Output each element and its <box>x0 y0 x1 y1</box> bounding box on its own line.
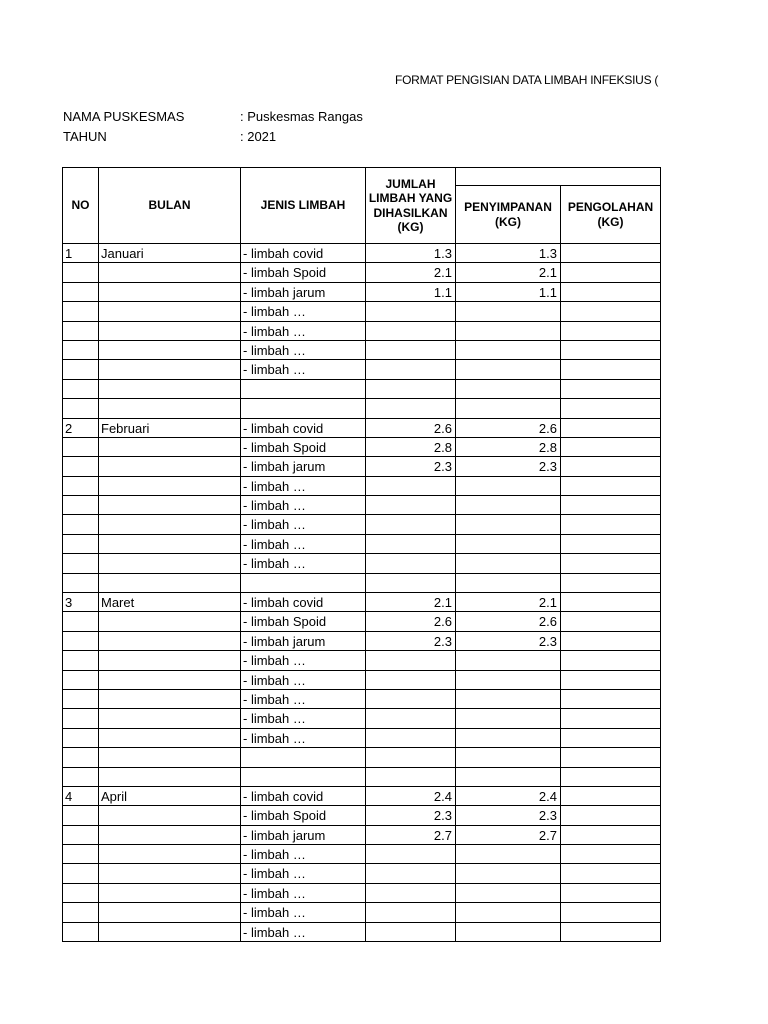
cell-bulan <box>99 477 241 496</box>
cell-penyimpanan <box>456 535 561 554</box>
cell-no <box>63 515 99 535</box>
cell-no <box>63 302 99 322</box>
cell-penyimpanan: 2.7 <box>456 826 561 845</box>
cell-penyimpanan <box>456 399 561 419</box>
table-row <box>63 438 661 457</box>
cell-no <box>63 709 99 729</box>
cell-no <box>63 768 99 787</box>
table-body <box>63 244 661 942</box>
table-row <box>63 748 661 768</box>
cell-pengolahan <box>561 671 661 690</box>
cell-pengolahan <box>561 341 661 360</box>
cell-jumlah: 2.1 <box>366 263 456 283</box>
cell-jumlah <box>366 651 456 671</box>
cell-penyimpanan <box>456 709 561 729</box>
cell-jumlah <box>366 399 456 419</box>
cell-jenis-limbah: - limbah … <box>241 864 366 884</box>
cell-pengolahan <box>561 302 661 322</box>
cell-penyimpanan: 2.8 <box>456 438 561 457</box>
cell-jumlah: 2.6 <box>366 419 456 438</box>
tahun-value: : 2021 <box>240 129 277 144</box>
table-row <box>63 515 661 535</box>
cell-no <box>63 671 99 690</box>
cell-jenis-limbah: - limbah … <box>241 360 366 380</box>
cell-pengolahan <box>561 826 661 845</box>
cell-jenis-limbah: - limbah jarum <box>241 632 366 651</box>
cell-bulan <box>99 438 241 457</box>
cell-jenis-limbah: - limbah … <box>241 535 366 554</box>
cell-penyimpanan <box>456 477 561 496</box>
cell-pengolahan <box>561 438 661 457</box>
cell-bulan <box>99 690 241 709</box>
table-row <box>63 768 661 787</box>
table-row <box>63 845 661 864</box>
cell-bulan <box>99 457 241 477</box>
cell-penyimpanan <box>456 729 561 748</box>
cell-jumlah <box>366 302 456 322</box>
cell-jenis-limbah: - limbah … <box>241 302 366 322</box>
cell-bulan <box>99 826 241 845</box>
cell-penyimpanan: 2.6 <box>456 419 561 438</box>
cell-jumlah <box>366 729 456 748</box>
table-row <box>63 496 661 515</box>
cell-jenis-limbah <box>241 380 366 399</box>
cell-penyimpanan <box>456 690 561 709</box>
cell-bulan <box>99 709 241 729</box>
table-row <box>63 690 661 709</box>
cell-jenis-limbah: - limbah … <box>241 496 366 515</box>
cell-no <box>63 535 99 554</box>
cell-pengolahan <box>561 806 661 826</box>
cell-pengolahan <box>561 419 661 438</box>
cell-no <box>63 322 99 341</box>
cell-penyimpanan <box>456 341 561 360</box>
table-row <box>63 806 661 826</box>
cell-pengolahan <box>561 709 661 729</box>
table-row <box>63 729 661 748</box>
cell-jenis-limbah: - limbah Spoid <box>241 806 366 826</box>
table-row <box>63 457 661 477</box>
cell-bulan <box>99 806 241 826</box>
table-row <box>63 322 661 341</box>
table-row <box>63 923 661 942</box>
cell-jumlah: 2.6 <box>366 612 456 632</box>
cell-jenis-limbah: - limbah … <box>241 903 366 923</box>
cell-penyimpanan: 2.3 <box>456 806 561 826</box>
table-row <box>63 826 661 845</box>
cell-bulan: Februari <box>99 419 241 438</box>
cell-no: 3 <box>63 593 99 612</box>
cell-no <box>63 399 99 419</box>
cell-no <box>63 826 99 845</box>
cell-pengolahan <box>561 651 661 671</box>
cell-jenis-limbah: - limbah covid <box>241 787 366 806</box>
cell-pengolahan <box>561 864 661 884</box>
cell-no <box>63 360 99 380</box>
cell-bulan <box>99 729 241 748</box>
header-bulan: BULAN <box>99 168 241 244</box>
cell-jenis-limbah: - limbah … <box>241 554 366 574</box>
cell-jenis-limbah: - limbah … <box>241 729 366 748</box>
cell-penyimpanan <box>456 748 561 768</box>
tahun-label: TAHUN <box>63 129 107 144</box>
cell-penyimpanan: 1.1 <box>456 283 561 302</box>
cell-no <box>63 380 99 399</box>
cell-jumlah <box>366 341 456 360</box>
cell-jenis-limbah: - limbah jarum <box>241 283 366 302</box>
cell-no <box>63 864 99 884</box>
cell-jumlah <box>366 574 456 593</box>
cell-penyimpanan <box>456 302 561 322</box>
cell-jumlah: 2.7 <box>366 826 456 845</box>
cell-pengolahan <box>561 380 661 399</box>
cell-pengolahan <box>561 399 661 419</box>
cell-jumlah <box>366 380 456 399</box>
cell-penyimpanan: 2.1 <box>456 263 561 283</box>
cell-jenis-limbah <box>241 399 366 419</box>
cell-penyimpanan: 2.3 <box>456 457 561 477</box>
cell-jenis-limbah: - limbah … <box>241 845 366 864</box>
table-row <box>63 399 661 419</box>
document-title: FORMAT PENGISIAN DATA LIMBAH INFEKSIUS ( <box>395 73 659 87</box>
cell-jumlah <box>366 768 456 787</box>
cell-pengolahan <box>561 923 661 942</box>
cell-pengolahan <box>561 748 661 768</box>
table-row <box>63 554 661 574</box>
cell-jumlah: 2.3 <box>366 457 456 477</box>
cell-jenis-limbah: - limbah Spoid <box>241 612 366 632</box>
cell-jenis-limbah: - limbah … <box>241 923 366 942</box>
cell-penyimpanan <box>456 515 561 535</box>
cell-bulan <box>99 923 241 942</box>
cell-penyimpanan <box>456 671 561 690</box>
cell-pengolahan <box>561 612 661 632</box>
cell-no <box>63 477 99 496</box>
cell-jumlah <box>366 554 456 574</box>
cell-pengolahan <box>561 477 661 496</box>
header-jumlah-dihasilkan: JUMLAH LIMBAH YANG DIHASILKAN (KG) <box>366 168 456 244</box>
header-row <box>63 168 661 186</box>
cell-bulan <box>99 574 241 593</box>
cell-bulan <box>99 341 241 360</box>
cell-penyimpanan: 2.1 <box>456 593 561 612</box>
cell-jumlah: 2.3 <box>366 632 456 651</box>
cell-bulan <box>99 322 241 341</box>
cell-no <box>63 283 99 302</box>
cell-no <box>63 729 99 748</box>
cell-bulan <box>99 263 241 283</box>
table-row <box>63 341 661 360</box>
table-row <box>63 244 661 263</box>
cell-penyimpanan <box>456 864 561 884</box>
table-row <box>63 787 661 806</box>
table-row <box>63 360 661 380</box>
cell-bulan <box>99 535 241 554</box>
cell-bulan <box>99 554 241 574</box>
cell-bulan <box>99 515 241 535</box>
cell-bulan <box>99 903 241 923</box>
cell-bulan <box>99 884 241 903</box>
cell-pengolahan <box>561 884 661 903</box>
cell-jenis-limbah: - limbah … <box>241 341 366 360</box>
waste-data-table <box>62 167 661 942</box>
table-row <box>63 302 661 322</box>
cell-penyimpanan <box>456 768 561 787</box>
cell-jumlah <box>366 690 456 709</box>
cell-jenis-limbah: - limbah … <box>241 709 366 729</box>
cell-jumlah <box>366 903 456 923</box>
cell-no <box>63 884 99 903</box>
cell-bulan <box>99 864 241 884</box>
cell-jumlah: 2.8 <box>366 438 456 457</box>
cell-bulan <box>99 496 241 515</box>
cell-jenis-limbah: - limbah jarum <box>241 826 366 845</box>
cell-jumlah <box>366 845 456 864</box>
header-penyimpanan: PENYIMPANAN (KG) <box>456 186 561 244</box>
cell-pengolahan <box>561 690 661 709</box>
table-row <box>63 671 661 690</box>
cell-jumlah <box>366 748 456 768</box>
cell-no <box>63 457 99 477</box>
cell-bulan <box>99 671 241 690</box>
cell-penyimpanan <box>456 322 561 341</box>
cell-jenis-limbah: - limbah Spoid <box>241 438 366 457</box>
cell-penyimpanan: 2.6 <box>456 612 561 632</box>
table-row <box>63 864 661 884</box>
cell-no <box>63 632 99 651</box>
cell-penyimpanan <box>456 574 561 593</box>
table-row <box>63 593 661 612</box>
cell-jenis-limbah <box>241 574 366 593</box>
cell-no: 1 <box>63 244 99 263</box>
table-row <box>63 477 661 496</box>
cell-no <box>63 554 99 574</box>
table-row <box>63 884 661 903</box>
cell-jumlah <box>366 884 456 903</box>
cell-bulan: Januari <box>99 244 241 263</box>
table-row <box>63 903 661 923</box>
cell-bulan <box>99 399 241 419</box>
cell-jenis-limbah: - limbah … <box>241 884 366 903</box>
cell-pengolahan <box>561 496 661 515</box>
cell-jenis-limbah: - limbah Spoid <box>241 263 366 283</box>
cell-jenis-limbah: - limbah … <box>241 322 366 341</box>
cell-penyimpanan <box>456 554 561 574</box>
cell-penyimpanan <box>456 884 561 903</box>
cell-jumlah: 1.3 <box>366 244 456 263</box>
table-row <box>63 380 661 399</box>
table-row <box>63 612 661 632</box>
cell-bulan <box>99 360 241 380</box>
cell-jenis-limbah: - limbah covid <box>241 593 366 612</box>
cell-no <box>63 612 99 632</box>
cell-pengolahan <box>561 322 661 341</box>
cell-jenis-limbah: - limbah covid <box>241 244 366 263</box>
cell-penyimpanan <box>456 923 561 942</box>
cell-jumlah <box>366 322 456 341</box>
cell-pengolahan <box>561 535 661 554</box>
cell-no <box>63 845 99 864</box>
cell-bulan <box>99 283 241 302</box>
header-no: NO <box>63 168 99 244</box>
cell-penyimpanan: 2.3 <box>456 632 561 651</box>
cell-jenis-limbah <box>241 768 366 787</box>
header-group-cell <box>456 168 661 186</box>
table-header <box>63 168 661 244</box>
cell-jumlah <box>366 515 456 535</box>
cell-penyimpanan <box>456 380 561 399</box>
cell-jenis-limbah <box>241 748 366 768</box>
cell-jenis-limbah: - limbah … <box>241 515 366 535</box>
cell-bulan <box>99 302 241 322</box>
cell-penyimpanan <box>456 845 561 864</box>
cell-bulan <box>99 651 241 671</box>
cell-pengolahan <box>561 360 661 380</box>
cell-jenis-limbah: - limbah … <box>241 651 366 671</box>
cell-no <box>63 496 99 515</box>
cell-pengolahan <box>561 787 661 806</box>
cell-jumlah <box>366 864 456 884</box>
cell-bulan <box>99 612 241 632</box>
cell-penyimpanan: 1.3 <box>456 244 561 263</box>
cell-pengolahan <box>561 903 661 923</box>
table-row <box>63 419 661 438</box>
cell-pengolahan <box>561 283 661 302</box>
cell-pengolahan <box>561 729 661 748</box>
cell-jenis-limbah: - limbah … <box>241 671 366 690</box>
cell-no: 2 <box>63 419 99 438</box>
cell-penyimpanan <box>456 496 561 515</box>
cell-jumlah: 2.3 <box>366 806 456 826</box>
cell-jumlah: 2.1 <box>366 593 456 612</box>
cell-pengolahan <box>561 845 661 864</box>
cell-jumlah <box>366 671 456 690</box>
cell-jumlah <box>366 709 456 729</box>
puskesmas-value: : Puskesmas Rangas <box>240 109 363 124</box>
cell-no <box>63 806 99 826</box>
cell-penyimpanan <box>456 360 561 380</box>
cell-jenis-limbah: - limbah … <box>241 690 366 709</box>
cell-bulan: Maret <box>99 593 241 612</box>
cell-penyimpanan: 2.4 <box>456 787 561 806</box>
cell-no <box>63 651 99 671</box>
cell-penyimpanan <box>456 903 561 923</box>
table-row <box>63 263 661 283</box>
cell-pengolahan <box>561 574 661 593</box>
cell-pengolahan <box>561 554 661 574</box>
cell-pengolahan <box>561 515 661 535</box>
header-pengolahan: PENGOLAHAN (KG) <box>561 186 661 244</box>
cell-jumlah <box>366 477 456 496</box>
cell-jumlah: 2.4 <box>366 787 456 806</box>
cell-jumlah <box>366 535 456 554</box>
cell-pengolahan <box>561 263 661 283</box>
cell-bulan <box>99 380 241 399</box>
cell-bulan <box>99 768 241 787</box>
cell-jenis-limbah: - limbah jarum <box>241 457 366 477</box>
table-row <box>63 709 661 729</box>
cell-bulan <box>99 845 241 864</box>
cell-penyimpanan <box>456 651 561 671</box>
cell-bulan <box>99 748 241 768</box>
cell-jenis-limbah: - limbah covid <box>241 419 366 438</box>
cell-jenis-limbah: - limbah … <box>241 477 366 496</box>
cell-no <box>63 341 99 360</box>
cell-no <box>63 438 99 457</box>
cell-no <box>63 903 99 923</box>
cell-no <box>63 690 99 709</box>
cell-pengolahan <box>561 457 661 477</box>
cell-no: 4 <box>63 787 99 806</box>
cell-jumlah <box>366 923 456 942</box>
cell-bulan <box>99 632 241 651</box>
cell-pengolahan <box>561 632 661 651</box>
cell-jumlah: 1.1 <box>366 283 456 302</box>
table-row <box>63 283 661 302</box>
cell-pengolahan <box>561 593 661 612</box>
cell-jumlah <box>366 360 456 380</box>
puskesmas-label: NAMA PUSKESMAS <box>63 109 185 124</box>
table-row <box>63 535 661 554</box>
cell-pengolahan <box>561 244 661 263</box>
cell-no <box>63 923 99 942</box>
cell-jumlah <box>366 496 456 515</box>
cell-no <box>63 574 99 593</box>
cell-no <box>63 263 99 283</box>
cell-pengolahan <box>561 768 661 787</box>
header-jenis-limbah: JENIS LIMBAH <box>241 168 366 244</box>
cell-bulan: April <box>99 787 241 806</box>
cell-no <box>63 748 99 768</box>
table-row <box>63 651 661 671</box>
table-row <box>63 632 661 651</box>
table-row <box>63 574 661 593</box>
